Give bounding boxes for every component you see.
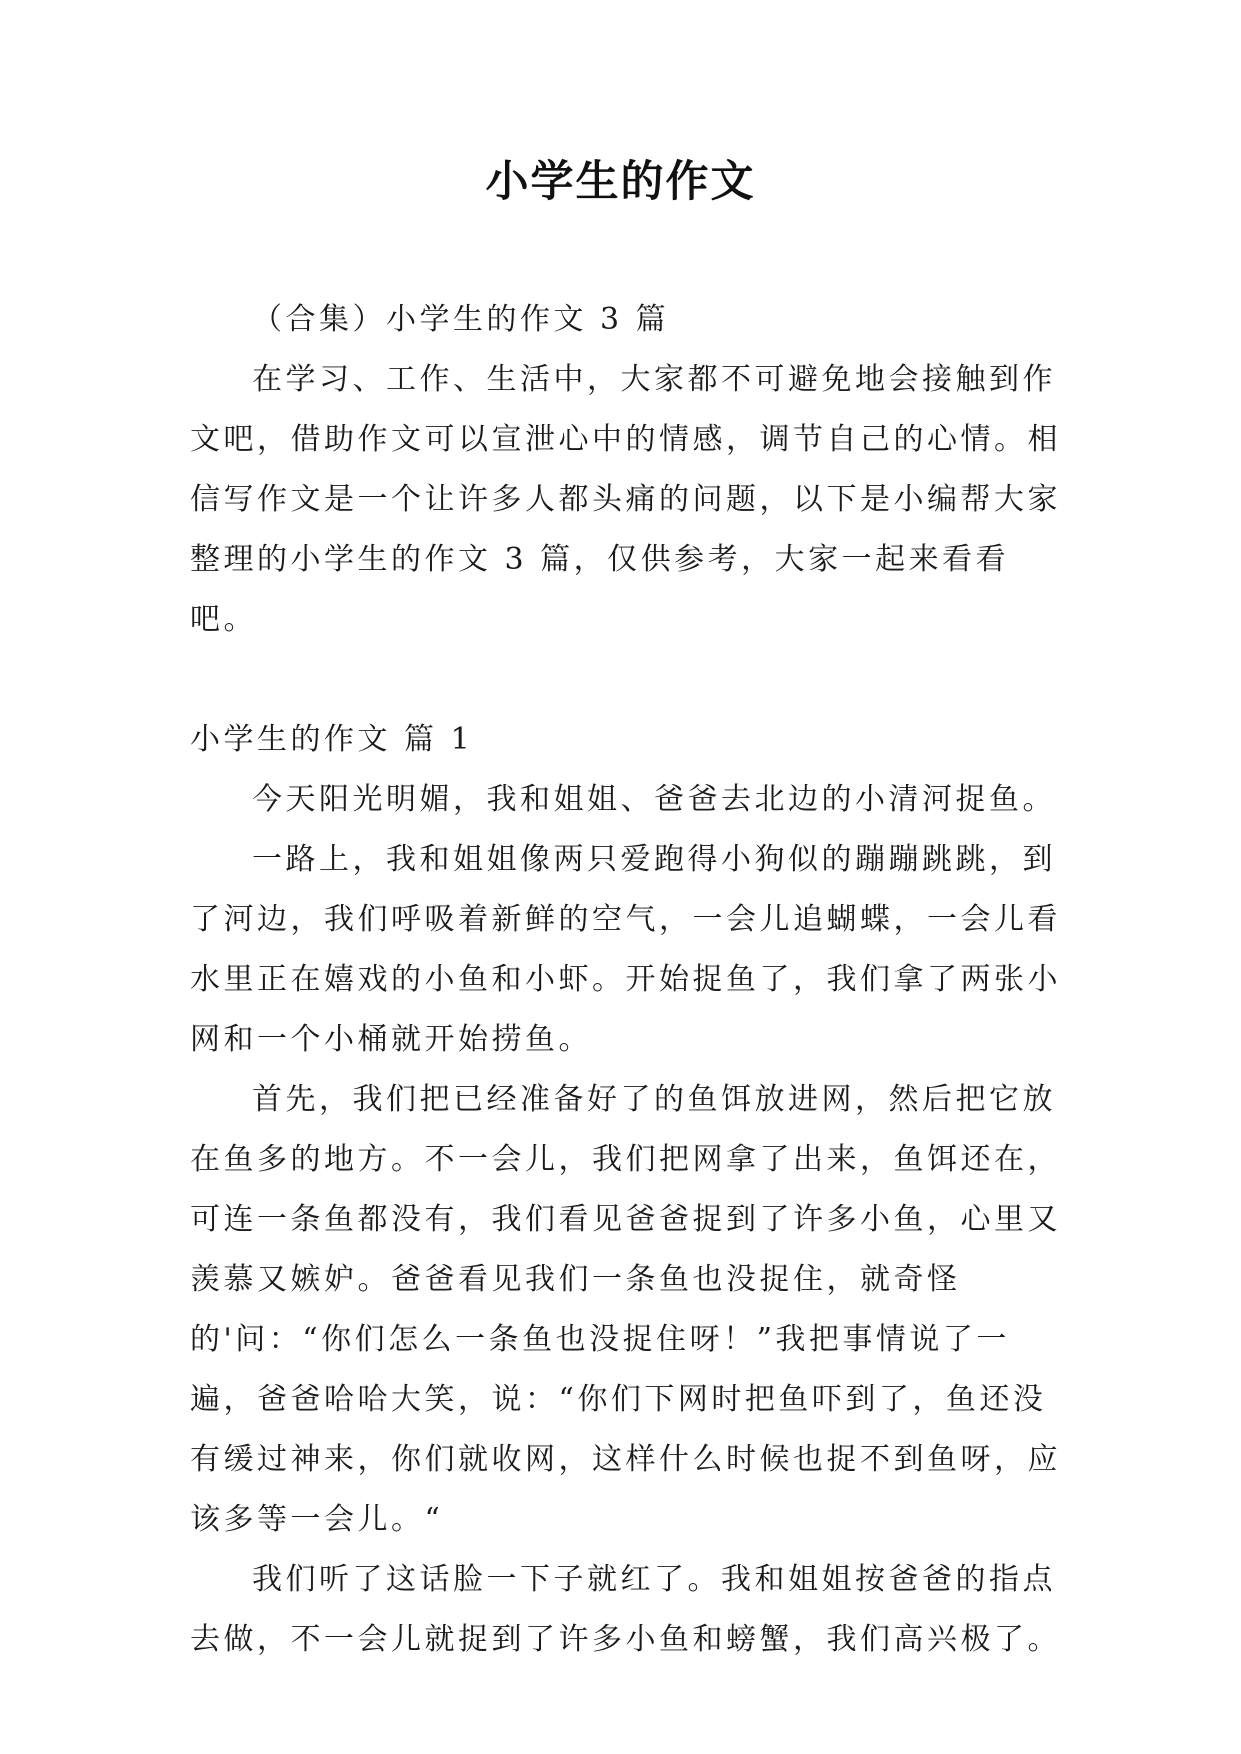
page-title: 小学生的作文 <box>485 157 756 207</box>
paragraph-1: 今天阳光明媚，我和姐姐、爸爸去北边的小清河捉鱼。 <box>252 782 1056 817</box>
paragraph-2: 一路上，我和姐姐像两只爱跑得小狗似的蹦蹦跳跳，到了河边，我们呼吸着新鲜的空气，一会儿追蝴蝶，一会儿看水里正在嬉戏的小鱼和小虾。开始捉鱼了，我们拿了两张小网和一个小桶就开始捞鱼。 <box>190 842 1061 1057</box>
section-heading: 小学生的作文 篇 1 <box>190 722 474 757</box>
paragraph-4: 我们听了这话脸一下子就红了。我和姐姐按爸爸的指点去做，不一会儿就捉到了许多小鱼和螃蟹，我们高兴极了。 <box>190 1562 1061 1657</box>
collection-line: （合集）小学生的作文 3 篇 <box>252 302 670 337</box>
intro-paragraph: 在学习、工作、生活中，大家都不可避免地会接触到作文吧，借助作文可以宣泄心中的情感，调节自己的心情。相信写作文是一个让许多人都头痛的问题，以下是小编帮大家整理的小学生的作文 3 篇，仅供参考，大家一起来看看吧。 <box>190 362 1061 637</box>
document-body <box>190 290 1070 1670</box>
paragraph-3: 首先，我们把已经准备好了的鱼饵放进网，然后把它放在鱼多的地方。不一会儿，我们把网拿了出来，鱼饵还在，可连一条鱼都没有，我们看见爸爸捉到了许多小鱼，心里又羡慕又嫉妒。爸爸看见我们一条鱼也没捉住，就奇怪的'问：“你们怎么一条鱼也没捉住呀！”我把事情说了一遍，爸爸哈哈大笑，说：“你们下网时把鱼吓到了，鱼还没有缓过神来，你们就收网，这样什么时候也捉不到鱼呀，应该多等一会儿。“ <box>190 1082 1061 1537</box>
